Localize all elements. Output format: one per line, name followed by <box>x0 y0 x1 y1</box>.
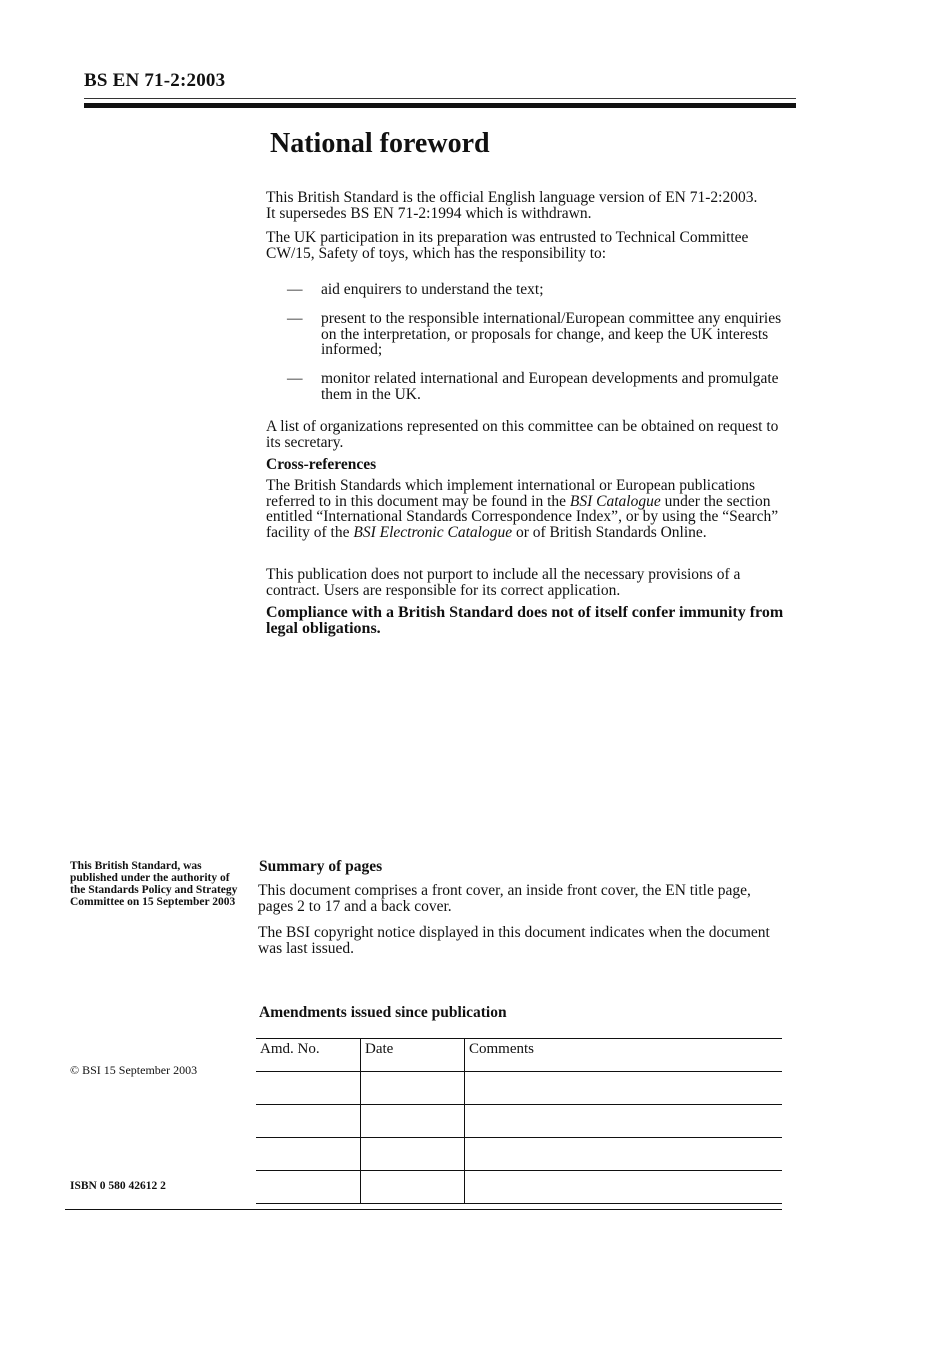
cross-references-paragraph <box>266 478 796 540</box>
table-cell <box>361 1105 465 1138</box>
intro-line-1: This British Standard is the official English language version of EN 71-2:2003. <box>266 189 758 206</box>
dash-marker: — <box>287 310 303 327</box>
bullet-text: aid enquirers to understand the text; <box>321 281 544 298</box>
compliance-statement: Compliance with a British Standard does not of itself confer immunity from legal obligations. <box>266 604 784 637</box>
page-title: National foreword <box>270 128 490 159</box>
cross-text-a: The British Standards which implement international or European publications referred to in this document may be found in the <box>266 477 755 510</box>
intro-line-2: It supersedes BS EN 71-2:1994 which is withdrawn. <box>266 204 592 222</box>
cross-text-c: or of British Standards Online. <box>512 523 707 541</box>
participation-paragraph: The UK participation in its preparation was entrusted to Technical Committee CW/15, Safety of toys, which has the responsibility to: <box>266 229 749 262</box>
table-cell <box>256 1138 361 1171</box>
dash-marker: — <box>287 281 303 298</box>
table-cell <box>361 1072 465 1105</box>
copyright-note: © BSI 15 September 2003 <box>70 1063 198 1077</box>
table-cell <box>465 1171 783 1204</box>
authority-note: This British Standard, was published under the authority of the Standards Policy and Strategy Committee on 15 September 2003 <box>70 860 238 908</box>
dash-marker: — <box>287 370 303 387</box>
amendments-table <box>256 1038 782 1204</box>
table-row <box>256 1171 782 1204</box>
contract-paragraph: This publication does not purport to include all the necessary provisions of a contract. Users are responsible for its correct application. <box>266 566 741 599</box>
table-row <box>256 1105 782 1138</box>
table-header-row <box>256 1039 782 1072</box>
table-row <box>256 1138 782 1171</box>
table-cell <box>361 1171 465 1204</box>
table-cell <box>465 1072 783 1105</box>
table-cell <box>256 1105 361 1138</box>
intro-paragraph <box>266 190 796 221</box>
table-cell <box>256 1171 361 1204</box>
summary-heading: Summary of pages <box>259 858 383 875</box>
column-header-comments: Comments <box>465 1039 783 1072</box>
summary-paragraph-1: This document comprises a front cover, an inside front cover, the EN title page, pages 2 to 17 and a back cover. <box>258 882 751 915</box>
column-header-amd-no: Amd. No. <box>256 1039 361 1072</box>
bullet-text: monitor related international and European developments and promulgate them in the UK. <box>321 370 779 403</box>
footer-rule <box>65 1209 782 1210</box>
header-rule-thick <box>84 103 796 108</box>
isbn: ISBN 0 580 42612 2 <box>70 1180 166 1192</box>
cross-text-b: under the section entitled “International Standards Correspondence Index”, or by using the “Search” facility of the <box>266 492 779 541</box>
column-header-date: Date <box>361 1039 465 1072</box>
bullet-text: present to the responsible international/European committee any enquiries on the interpretation, or proposals for change, and keep the UK interests informed; <box>321 310 782 358</box>
table-cell <box>361 1138 465 1171</box>
bsi-electronic-catalogue-ref: BSI Electronic Catalogue <box>353 523 513 541</box>
amendments-heading: Amendments issued since publication <box>259 1004 507 1021</box>
bsi-catalogue-ref: BSI Catalogue <box>569 492 661 510</box>
header-rule-thin <box>84 98 796 99</box>
table-cell <box>256 1072 361 1105</box>
table-row <box>256 1072 782 1105</box>
committee-list-paragraph: A list of organizations represented on this committee can be obtained on request to its secretary. <box>266 418 779 451</box>
table-cell <box>465 1138 783 1171</box>
document-id: BS EN 71-2:2003 <box>84 70 226 91</box>
summary-paragraph-2: The BSI copyright notice displayed in this document indicates when the document was last issued. <box>258 924 770 957</box>
table-cell <box>465 1105 783 1138</box>
cross-references-heading: Cross-references <box>266 456 377 473</box>
